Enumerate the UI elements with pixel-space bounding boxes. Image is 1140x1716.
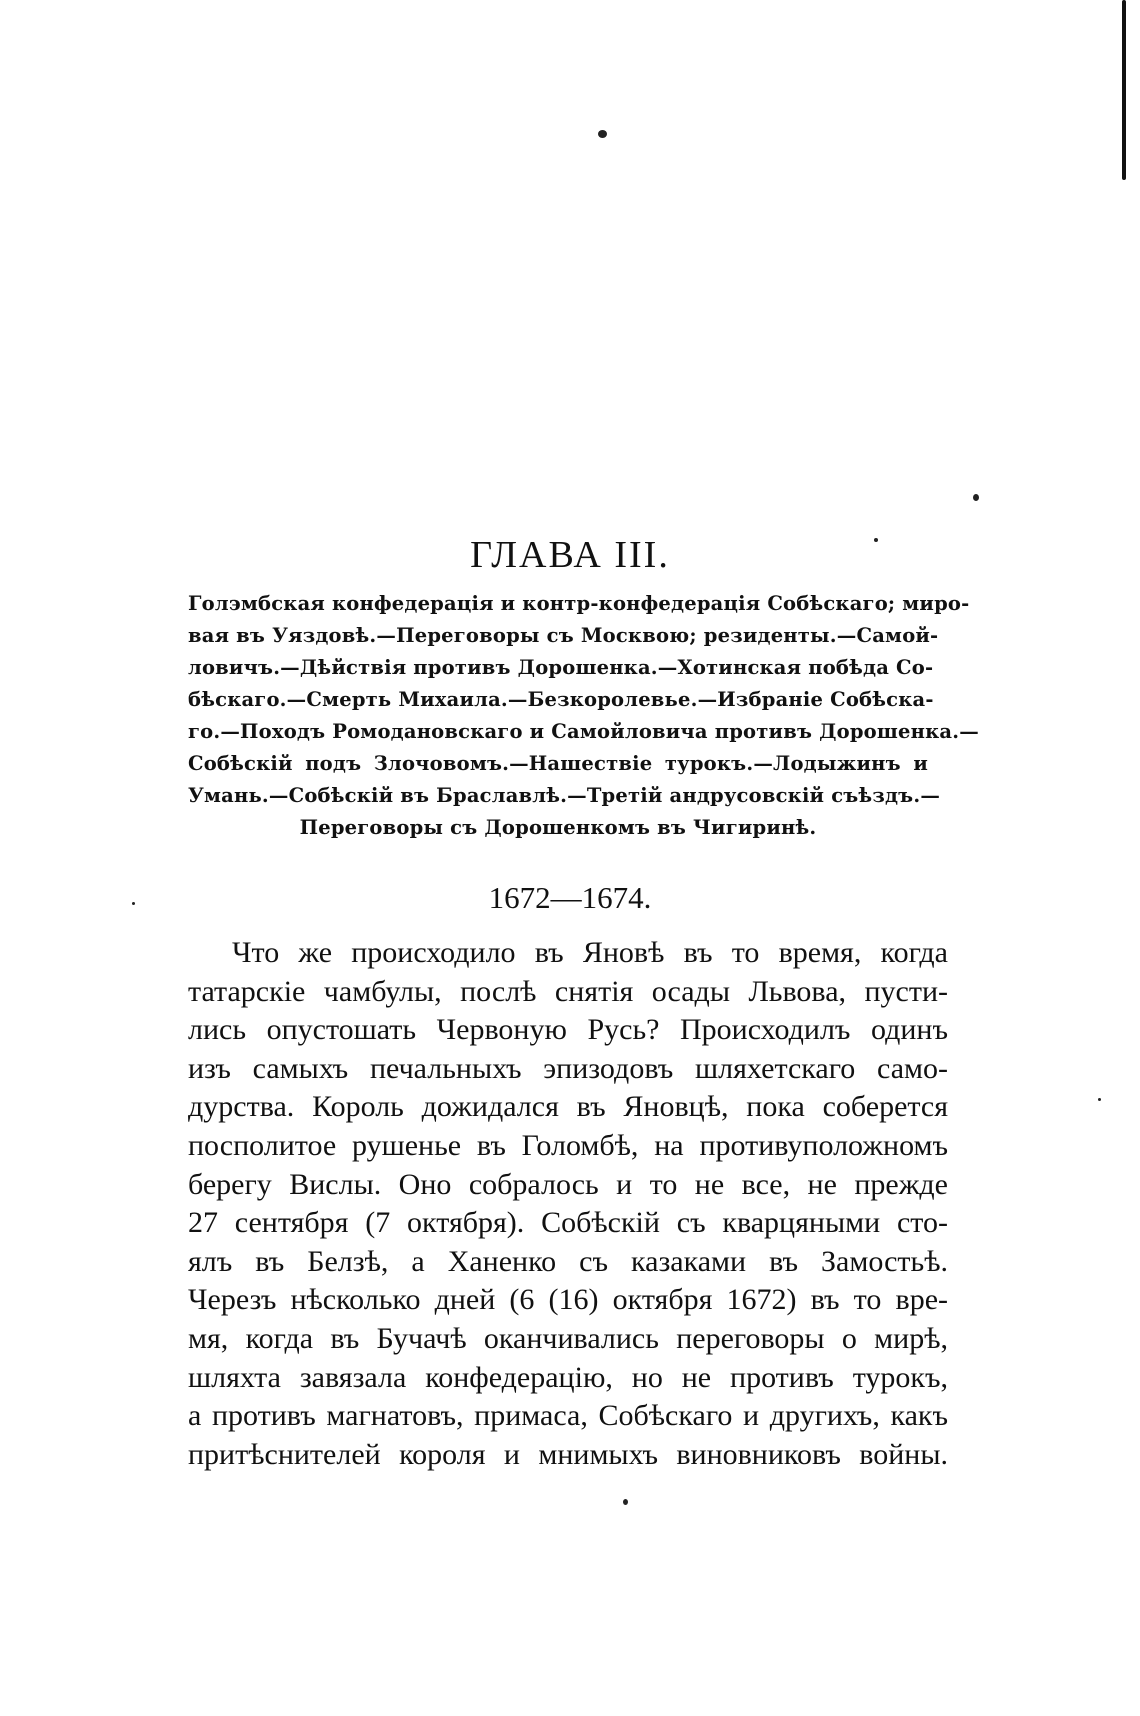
body-line: Черезъ нѣсколько дней (6 (16) октября 1672) въ то вре- — [188, 1283, 948, 1317]
page-edge-mark — [1122, 0, 1126, 180]
body-line: мя, когда въ Бучачѣ оканчивались переговоры о мирѣ, — [188, 1321, 948, 1355]
summary-line: Переговоры съ Дорошенкомъ въ Чигиринѣ. — [299, 816, 817, 839]
body-line: дурства. Король дожидался въ Яновцѣ, пока соберется — [188, 1090, 948, 1124]
body-line: посполитое рушенье въ Голомбѣ, на противуположномъ — [188, 1128, 948, 1162]
chapter-summary — [188, 588, 979, 844]
summary-line: го.—Походъ Ромодановскаго и Самойловича противъ Дорошенка.— — [188, 720, 979, 743]
scan-speck — [598, 130, 607, 138]
body-line: а противъ магнатовъ, примаса, Собѣскаго и другихъ, какъ — [188, 1399, 948, 1433]
summary-line: Умань.—Собѣскій въ Браславлѣ.—Третій андрусовскій съѣздъ.— — [188, 784, 941, 807]
body-line: берегу Вислы. Оно собралось и то не все, не прежде — [188, 1167, 948, 1201]
body-line: изъ самыхъ печальныхъ эпизодовъ шляхетскаго само- — [188, 1051, 948, 1085]
summary-line: бѣскаго.—Смерть Михаила.—Безкоролевье.—Избраніе Собѣска- — [188, 688, 934, 711]
body-line: татарскіе чамбулы, послѣ снятія осады Львова, пусти- — [188, 974, 948, 1008]
body-line: 27 сентября (7 октября). Собѣскій съ кварцяными сто- — [188, 1206, 948, 1240]
body-line: шляхта завязала конфедерацію, но не противъ турокъ, — [188, 1360, 948, 1394]
body-line: Что же происходило въ Яновѣ въ то время, когда — [232, 936, 948, 969]
body-line: лись опустошать Червоную Русь? Происходилъ одинъ — [188, 1013, 948, 1047]
scan-speck — [973, 494, 979, 501]
scan-speck — [623, 1499, 628, 1505]
year-range: 1672—1674. — [488, 880, 652, 915]
summary-line: Собѣскій подъ Злочовомъ.—Нашествіе турокъ.—Лодыжинъ и — [188, 752, 928, 775]
summary-line: ловичъ.—Дѣйствія противъ Дорошенка.—Хотинская побѣда Со- — [188, 656, 934, 679]
scan-speck — [1098, 1098, 1101, 1101]
body-line: ялъ въ Белзѣ, а Ханенко съ казаками въ Замостьѣ. — [188, 1244, 948, 1278]
summary-line: Голэмбская конфедерація и контр-конфедерація Собѣскаго; миро- — [188, 592, 970, 615]
summary-line: вая въ Уяздовѣ.—Переговоры съ Москвою; резиденты.—Самой- — [188, 624, 939, 647]
body-paragraph — [188, 934, 948, 1474]
chapter-title: ГЛАВА III. — [470, 534, 670, 577]
body-line: притѣснителей короля и мнимыхъ виновниковъ войны. — [188, 1437, 948, 1471]
